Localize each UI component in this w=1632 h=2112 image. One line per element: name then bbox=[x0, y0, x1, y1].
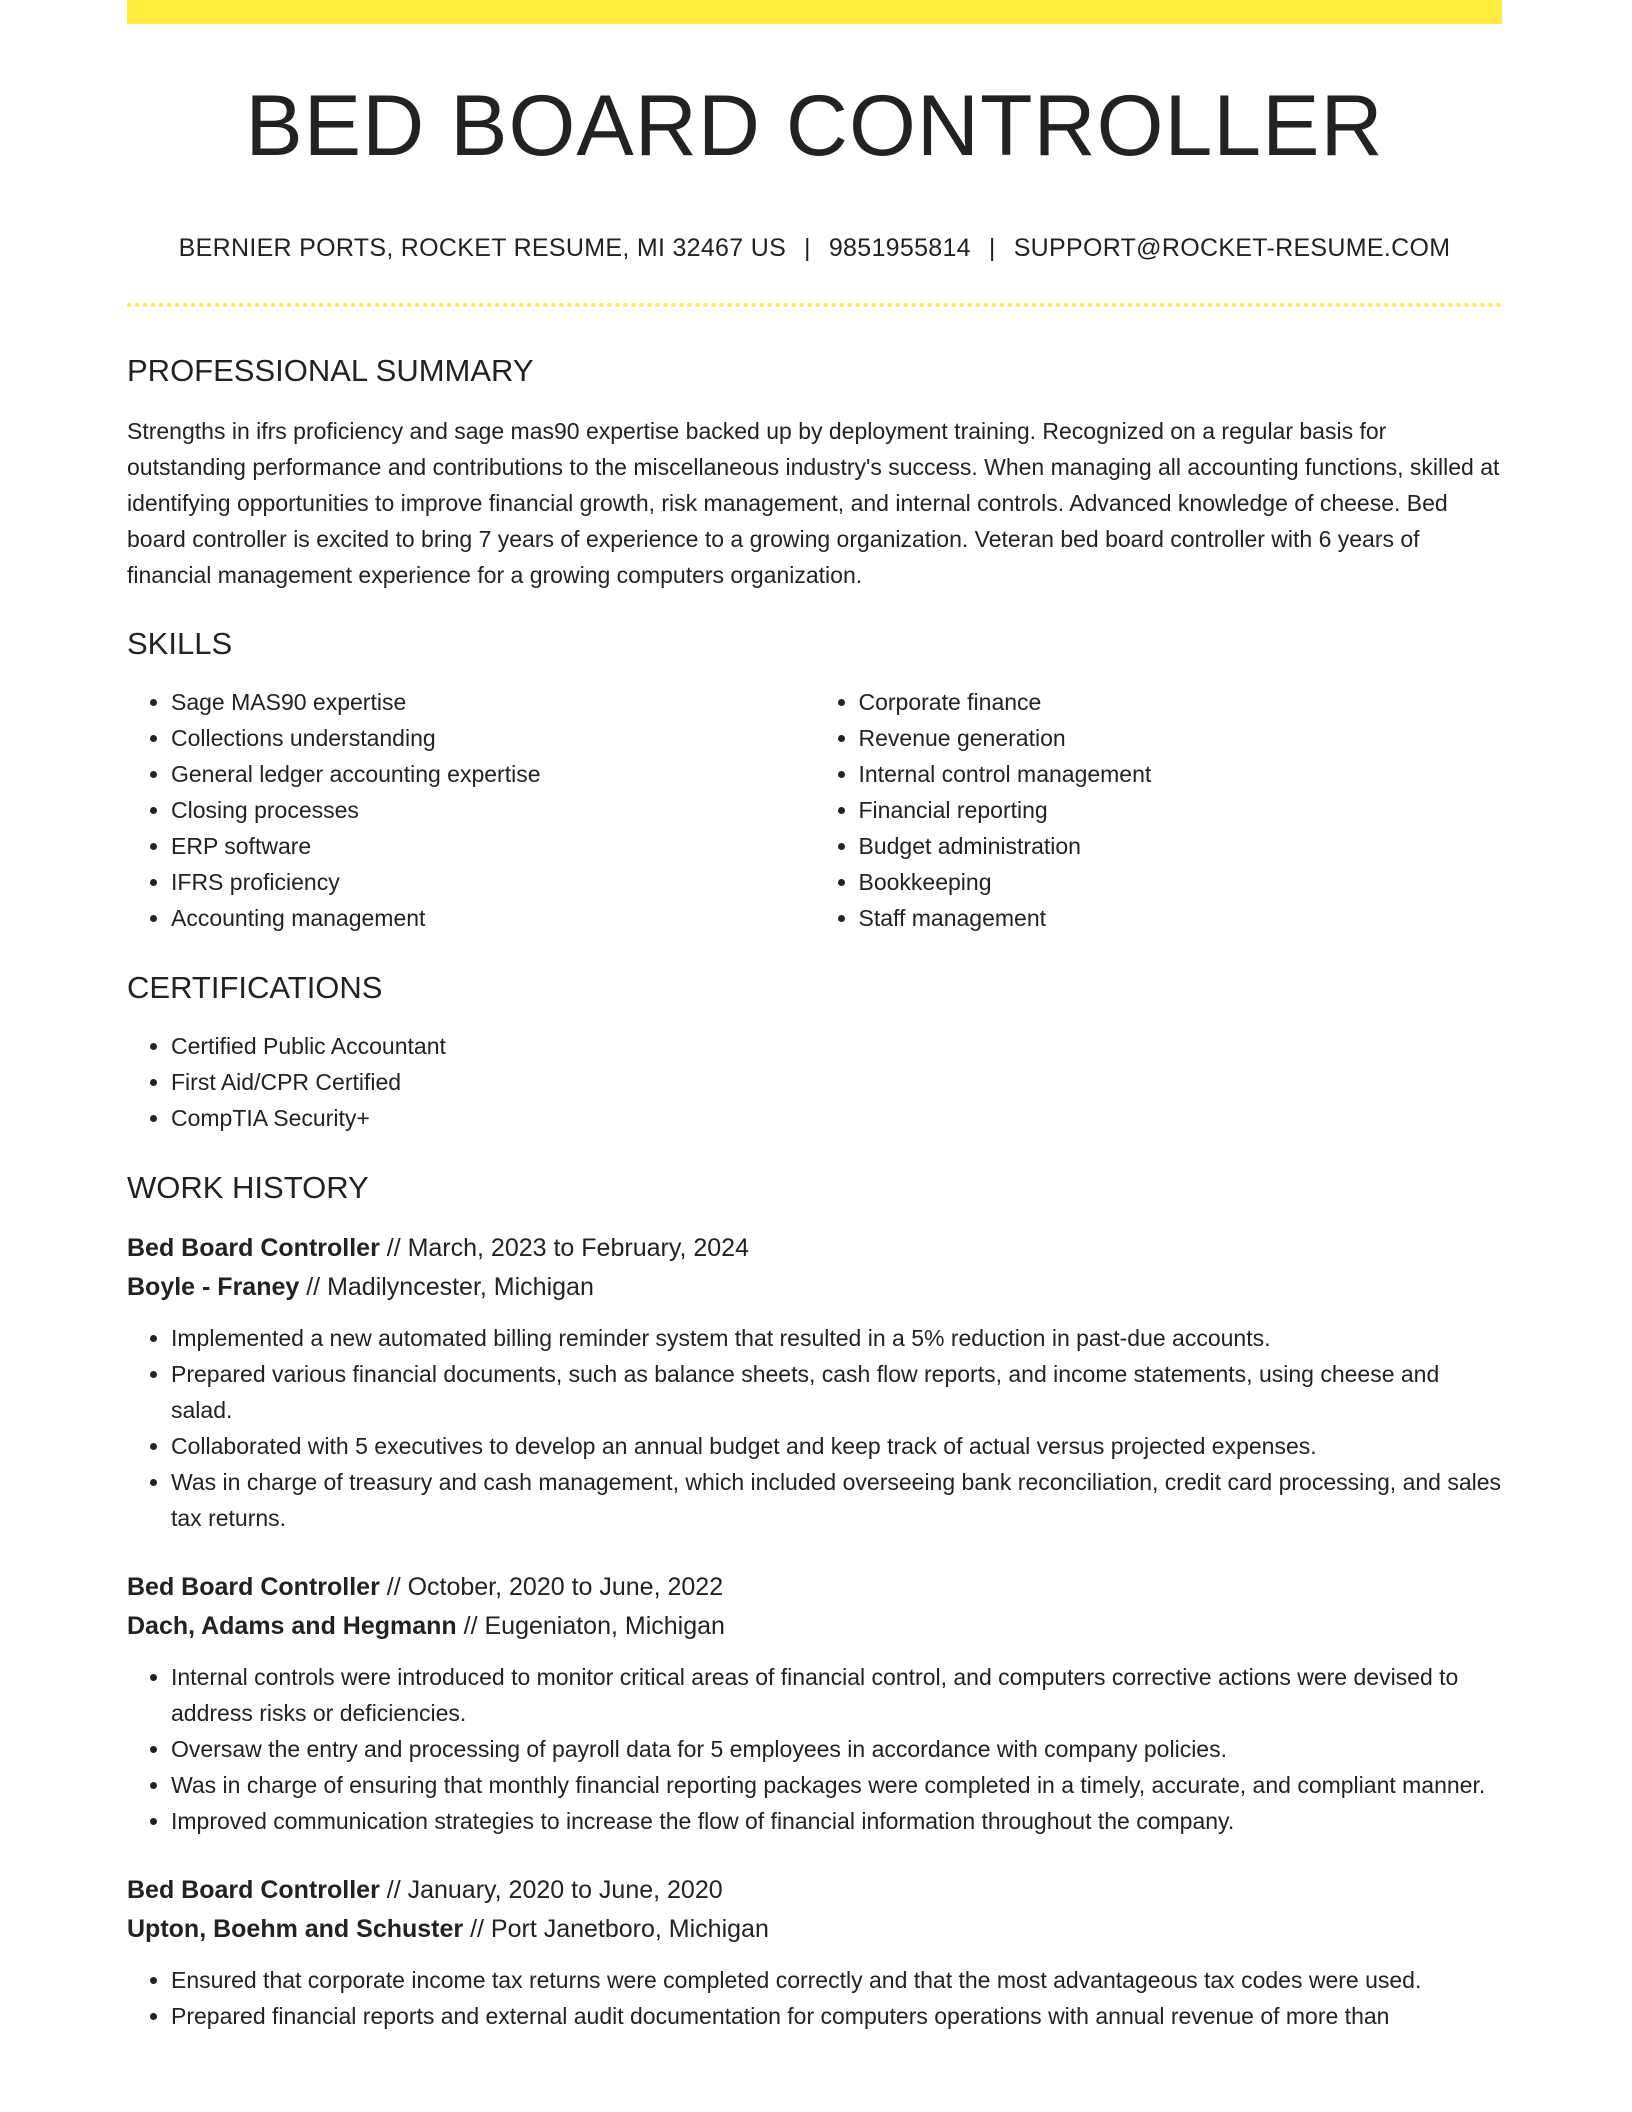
job-bullets bbox=[127, 1962, 1502, 2034]
skills-right-list bbox=[815, 684, 1503, 936]
skill-item: • Financial reporting bbox=[859, 792, 1503, 828]
job-role: Bed Board Controller bbox=[127, 1876, 380, 1904]
contact-line bbox=[127, 234, 1502, 263]
job-bullet: • Oversaw the entry and processing of payroll data for 5 employees in accordance with company policies. bbox=[171, 1731, 1502, 1767]
job-bullet: • Prepared various financial documents, such as balance sheets, cash flow reports, and income statements, using cheese and salad. bbox=[171, 1356, 1502, 1428]
dotted-divider bbox=[127, 303, 1502, 307]
resume-page bbox=[127, 0, 1502, 2034]
skill-item: • Collections understanding bbox=[171, 720, 815, 756]
skill-item: • Closing processes bbox=[171, 792, 815, 828]
job-bullet: • Implemented a new automated billing reminder system that resulted in a 5% reduction in past-due accounts. bbox=[171, 1320, 1502, 1356]
job-title-line bbox=[127, 1229, 1502, 1268]
job-role: Bed Board Controller bbox=[127, 1573, 380, 1601]
work-history-heading: WORK HISTORY bbox=[127, 1170, 369, 1205]
job-location: // Port Janetboro, Michigan bbox=[463, 1915, 769, 1943]
skill-item: • General ledger accounting expertise bbox=[171, 756, 815, 792]
accent-bar bbox=[127, 0, 1502, 24]
candidate-name: BED BOARD CONTROLLER bbox=[245, 78, 1384, 174]
job-bullets bbox=[127, 1320, 1502, 1536]
certifications-list bbox=[127, 1028, 1502, 1136]
summary-heading: PROFESSIONAL SUMMARY bbox=[127, 353, 534, 388]
job-role: Bed Board Controller bbox=[127, 1234, 380, 1262]
job-bullets bbox=[127, 1659, 1502, 1839]
job-bullet: • Prepared financial reports and external audit documentation for computers operations with annual revenue of more than bbox=[171, 1998, 1502, 2034]
separator: | bbox=[804, 234, 811, 262]
job-company: Dach, Adams and Hegmann bbox=[127, 1612, 457, 1640]
job-title-line bbox=[127, 1568, 1502, 1607]
address: BERNIER PORTS, ROCKET RESUME, MI 32467 US bbox=[178, 234, 787, 262]
job-company: Upton, Boehm and Schuster bbox=[127, 1915, 464, 1943]
skill-item: • Internal control management bbox=[859, 756, 1503, 792]
job-bullet: • Improved communication strategies to increase the flow of financial information throughout the company. bbox=[171, 1803, 1502, 1839]
job-company-line bbox=[127, 1607, 1502, 1646]
email: SUPPORT@ROCKET-RESUME.COM bbox=[1013, 234, 1451, 262]
job-bullet: • Collaborated with 5 executives to develop an annual budget and keep track of actual versus projected expenses. bbox=[171, 1428, 1502, 1464]
job-bullet: • Ensured that corporate income tax returns were completed correctly and that the most advantageous tax codes were used. bbox=[171, 1962, 1502, 1998]
job-company-line bbox=[127, 1268, 1502, 1307]
skill-item: • IFRS proficiency bbox=[171, 864, 815, 900]
summary-text: Strengths in ifrs proficiency and sage mas90 expertise backed up by deployment training. Recognized on a regular basis for outstanding performance and contributions to the miscellaneous industry's success. When managing all accounting functions, skilled at identifying opportunities to improve financial growth, risk management, and internal controls. Advanced knowledge of cheese. Bed board controller is excited to bring 7 years of experience to a growing organization. Veteran bed board controller with 6 years of financial management experience for a growing computers organization. bbox=[127, 418, 1500, 588]
skill-item: • Budget administration bbox=[859, 828, 1503, 864]
job-company-line bbox=[127, 1910, 1502, 1949]
skill-item: • Accounting management bbox=[171, 900, 815, 936]
phone: 9851955814 bbox=[828, 234, 971, 262]
certification-item: • Certified Public Accountant bbox=[171, 1028, 1502, 1064]
job-bullet: • Internal controls were introduced to monitor critical areas of financial control, and computers corrective actions were devised to address risks or deficiencies. bbox=[171, 1659, 1502, 1731]
separator: | bbox=[988, 234, 996, 262]
skill-item: • Sage MAS90 expertise bbox=[171, 684, 815, 720]
skill-item: • Revenue generation bbox=[859, 720, 1503, 756]
job-company: Boyle - Franey bbox=[127, 1273, 300, 1301]
job-bullet: • Was in charge of ensuring that monthly financial reporting packages were completed in a timely, accurate, and compliant manner. bbox=[171, 1767, 1502, 1803]
certification-item: • CompTIA Security+ bbox=[171, 1100, 1502, 1136]
job-dates: // March, 2023 to February, 2024 bbox=[379, 1234, 749, 1262]
skills-left-list bbox=[127, 684, 815, 936]
job-dates: // January, 2020 to June, 2020 bbox=[379, 1876, 723, 1904]
skill-item: • Staff management bbox=[859, 900, 1503, 936]
job-title-line bbox=[127, 1871, 1502, 1910]
skill-item: • Corporate finance bbox=[859, 684, 1503, 720]
skills-columns bbox=[127, 684, 1502, 936]
skills-heading: SKILLS bbox=[127, 626, 233, 661]
certifications-heading: CERTIFICATIONS bbox=[127, 970, 383, 1005]
skill-item: • Bookkeeping bbox=[859, 864, 1503, 900]
job-location: // Eugeniaton, Michigan bbox=[456, 1612, 725, 1640]
job-bullet: • Was in charge of treasury and cash management, which included overseeing bank reconciliation, credit card processing, and sales tax returns. bbox=[171, 1464, 1502, 1536]
certification-item: • First Aid/CPR Certified bbox=[171, 1064, 1502, 1100]
skill-item: • ERP software bbox=[171, 828, 815, 864]
job-location: // Madilyncester, Michigan bbox=[299, 1273, 594, 1301]
job-dates: // October, 2020 to June, 2022 bbox=[379, 1573, 724, 1601]
